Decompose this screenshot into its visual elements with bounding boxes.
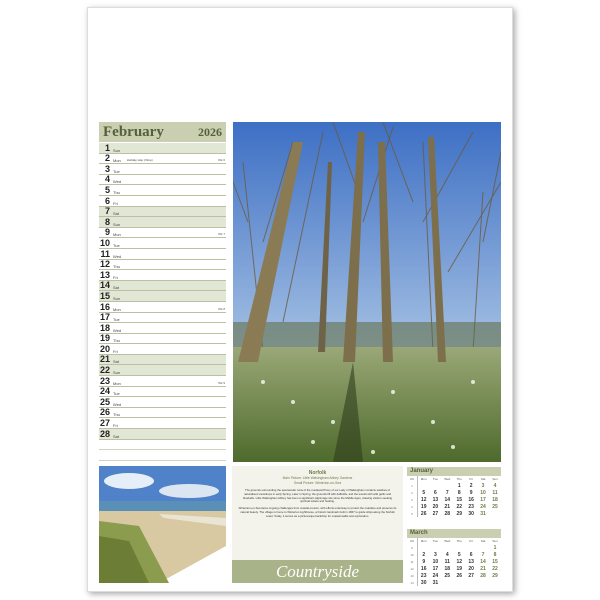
mini-date: 8 — [457, 489, 461, 496]
mini-calendar-march — [407, 529, 501, 586]
day-number: 4 — [104, 174, 110, 185]
day-row — [99, 365, 226, 376]
mini-date: 19 — [420, 503, 427, 510]
mini-date — [453, 544, 465, 551]
week-number: Wk 7 — [218, 232, 225, 237]
mini-calendar-header: Sat — [480, 477, 486, 481]
mini-date — [418, 482, 430, 489]
mini-date: 24 — [480, 503, 486, 510]
small-photo-beach — [99, 466, 226, 583]
day-number: 21 — [99, 354, 110, 365]
day-number: 7 — [104, 206, 110, 217]
weekday-name: Wed — [113, 253, 122, 259]
weekday-name: Thu — [113, 264, 120, 270]
weekday-name: Sun — [113, 370, 121, 376]
mini-date: 27 — [468, 572, 474, 579]
mini-date: 4 — [445, 551, 449, 558]
mini-date: 5 — [457, 551, 461, 558]
day-number: 27 — [99, 418, 110, 429]
mini-date: 17 — [432, 565, 439, 572]
mini-date — [465, 544, 477, 551]
day-number: 26 — [99, 407, 110, 418]
day-row — [99, 270, 226, 281]
mini-date: 13 — [468, 558, 474, 565]
mini-date: 6 — [469, 551, 473, 558]
day-row — [99, 291, 226, 302]
mini-date: 22 — [492, 565, 498, 572]
mini-date: 11 — [492, 489, 498, 496]
mini-calendar-header: Sat — [480, 539, 486, 543]
day-row — [99, 418, 226, 429]
brand-banner — [232, 560, 403, 583]
mini-date: 21 — [480, 565, 486, 572]
mini-calendar-header: Mon — [420, 477, 427, 481]
mini-date: 16 — [468, 496, 474, 503]
mini-week-number: 3 — [407, 496, 418, 503]
mini-calendar-header: Mon — [420, 539, 427, 543]
weekday-name: Mon — [113, 380, 121, 386]
weekday-name: Sun — [113, 147, 121, 153]
weekday-name: Thu — [113, 412, 120, 418]
mini-date: 4 — [493, 482, 497, 489]
day-number: 14 — [99, 280, 110, 291]
mini-date: 6 — [433, 489, 437, 496]
day-number: 1 — [104, 142, 110, 153]
day-row — [99, 397, 226, 408]
mini-date: 26 — [456, 572, 462, 579]
weekday-name: Mon — [113, 306, 121, 312]
day-row — [99, 207, 226, 218]
mini-date: 15 — [456, 496, 462, 503]
weekday-name: Fri — [113, 274, 118, 280]
day-row — [99, 429, 226, 440]
brand-name: Countryside — [275, 561, 360, 581]
day-row — [99, 217, 226, 228]
day-row — [99, 313, 226, 324]
weekday-name: Wed — [113, 179, 122, 185]
day-row — [99, 302, 226, 313]
day-number: 20 — [99, 343, 110, 354]
day-row — [99, 238, 226, 249]
mini-date: 10 — [480, 489, 486, 496]
mini-calendar-title: March — [407, 529, 501, 538]
mini-date: 25 — [492, 503, 498, 510]
day-number: 23 — [99, 375, 110, 386]
mini-week-number: 11 — [407, 558, 418, 565]
description-paragraph-2: Winterton-on-Sea faces ongoing challenges from coastal erosion, with efforts underway to protect the coastline and preserve its natural beauty. The village is home to Winterton Lighthouse, a historic landmark built in 1867 to guide ships along the Norfolk coast. Today, it serves as a picturesque backdrop for coastal walks and exploration. — [238, 506, 397, 518]
day-number: 18 — [99, 322, 110, 333]
weekday-name: Sat — [113, 285, 120, 291]
mini-date: 3 — [481, 482, 485, 489]
day-row — [99, 185, 226, 196]
mini-date: 22 — [456, 503, 462, 510]
mini-calendar-header: Wed — [444, 477, 451, 481]
mini-date: 28 — [480, 572, 486, 579]
day-number: 8 — [104, 216, 110, 227]
day-number: 28 — [99, 428, 110, 439]
weekday-name: Fri — [113, 423, 118, 429]
mini-calendar-header: Sun — [492, 539, 498, 543]
mini-week-number: 14 — [407, 579, 418, 586]
mini-date: 16 — [420, 565, 427, 572]
mini-date: 28 — [444, 510, 451, 517]
mini-date: 2 — [422, 551, 426, 558]
mini-calendar-header: Tue — [432, 477, 438, 481]
mini-week-number: 2 — [407, 489, 418, 496]
mini-date: 3 — [433, 551, 437, 558]
day-row — [99, 175, 226, 186]
mini-week-number: 4 — [407, 503, 418, 510]
mini-date — [465, 579, 477, 586]
region-title: Norfolk — [308, 470, 327, 476]
weekday-name: Mon — [113, 158, 121, 164]
day-number: 25 — [99, 396, 110, 407]
mini-date — [441, 579, 453, 586]
mini-date: 7 — [445, 489, 449, 496]
mini-calendar-header: Fri — [469, 477, 473, 481]
weekday-name: Thu — [113, 189, 120, 195]
mini-date: 10 — [432, 558, 439, 565]
weekday-name: Wed — [113, 327, 122, 333]
day-row — [99, 376, 226, 387]
mini-date: 11 — [444, 558, 450, 565]
mini-date: 17 — [480, 496, 486, 503]
mini-date: 12 — [420, 496, 427, 503]
mini-date: 23 — [468, 503, 474, 510]
mini-calendar-grid — [407, 538, 501, 586]
weekday-name: Tue — [113, 242, 120, 248]
mini-date: 18 — [444, 565, 451, 572]
mini-date: 8 — [493, 551, 497, 558]
month-header — [99, 122, 226, 142]
mini-week-number: 9 — [407, 544, 418, 551]
day-row — [99, 260, 226, 271]
mini-date: 30 — [420, 579, 427, 586]
day-note: Holiday Hop (rhine) — [126, 158, 153, 163]
day-row — [99, 228, 226, 239]
mini-date — [429, 482, 441, 489]
mini-date: 20 — [468, 565, 474, 572]
mini-date: 23 — [420, 572, 427, 579]
mini-date: 18 — [492, 496, 498, 503]
mini-date: 29 — [456, 510, 462, 517]
mini-date — [477, 579, 489, 586]
mini-date: 29 — [492, 572, 498, 579]
main-picture-caption: Main Picture: Little Walsingham Abbey Gardens — [282, 476, 353, 480]
day-number: 15 — [99, 290, 110, 301]
day-number: 6 — [104, 195, 110, 206]
weekday-name: Tue — [113, 391, 120, 397]
weekday-name: Sun — [113, 295, 121, 301]
day-row — [99, 344, 226, 355]
mini-week-number: 12 — [407, 565, 418, 572]
month-name: February — [103, 123, 164, 140]
day-number: 9 — [104, 227, 110, 238]
day-row — [99, 249, 226, 260]
mini-date: 15 — [492, 558, 498, 565]
week-number: Wk 9 — [218, 380, 225, 385]
day-number: 3 — [104, 163, 110, 174]
mini-date: 13 — [432, 496, 439, 503]
weekday-name: Mon — [113, 232, 121, 238]
mini-week-number: 1 — [407, 482, 418, 489]
week-number: Wk 6 — [218, 158, 225, 163]
day-number: 17 — [99, 312, 110, 323]
mini-calendar-header: Thu — [456, 477, 462, 481]
mini-calendar-header: Wk — [407, 476, 418, 482]
day-row — [99, 281, 226, 292]
weekday-name: Sat — [113, 211, 120, 217]
mini-calendar-header: Thu — [456, 539, 462, 543]
mini-date — [441, 482, 453, 489]
day-row — [99, 387, 226, 398]
day-number: 10 — [99, 237, 110, 248]
mini-calendar-title: January — [407, 467, 501, 476]
mini-date — [477, 544, 489, 551]
weekday-name: Sat — [113, 433, 120, 439]
mini-date: 31 — [480, 510, 486, 517]
mini-date: 14 — [444, 496, 451, 503]
day-number: 2 — [104, 153, 110, 164]
day-row — [99, 164, 226, 175]
day-number: 22 — [99, 365, 110, 376]
day-row — [99, 323, 226, 334]
mini-date: 30 — [468, 510, 474, 517]
mini-date: 21 — [444, 503, 451, 510]
mini-date: 9 — [422, 558, 426, 565]
mini-date: 1 — [493, 544, 497, 551]
mini-date: 5 — [422, 489, 426, 496]
day-number: 16 — [99, 301, 110, 312]
mini-calendar-header: Fri — [469, 539, 473, 543]
day-number: 24 — [99, 386, 110, 397]
mini-date — [418, 544, 430, 551]
mini-date: 12 — [456, 558, 462, 565]
main-photo-woodland — [233, 122, 501, 462]
day-number: 19 — [99, 333, 110, 344]
weekday-name: Fri — [113, 348, 118, 354]
mini-date — [453, 579, 465, 586]
week-number: Wk 8 — [218, 306, 225, 311]
weekday-name: Fri — [113, 200, 118, 206]
mini-calendar-header: Sun — [492, 477, 498, 481]
month-year: 2026 — [198, 124, 222, 139]
mini-week-number: 5 — [407, 510, 418, 517]
mini-date: 9 — [469, 489, 473, 496]
day-list — [99, 143, 226, 461]
mini-date: 14 — [480, 558, 486, 565]
weekday-name: Thu — [113, 338, 120, 344]
mini-date: 27 — [432, 510, 439, 517]
mini-date: 25 — [444, 572, 451, 579]
mini-calendar-header: Tue — [432, 539, 438, 543]
day-row — [99, 143, 226, 154]
weekday-name: Sat — [113, 359, 120, 365]
weekday-name: Tue — [113, 317, 120, 323]
mini-date: 24 — [432, 572, 439, 579]
mini-calendar-header: Wk — [407, 538, 418, 544]
blank-row — [99, 450, 226, 461]
mini-calendar-header: Wed — [444, 539, 451, 543]
mini-week-number: 10 — [407, 551, 418, 558]
day-number: 12 — [99, 259, 110, 270]
day-row — [99, 408, 226, 419]
description-paragraph-1: The grounds surrounding the spectacular ruins of the medieval Priory of our Lady of Walsingham contains swathes of naturalised snowdrops in early Spring. Later in Spring, the grounds fill with daffodils, and the woods with wild garlic and bluebells. Little Walsingham Abbey has been a significant pilgrimage site since the Middle Ages, drawing visitors seeking spiritual solace and healing. — [243, 488, 392, 504]
mini-date: 19 — [456, 565, 462, 572]
mini-date: 2 — [469, 482, 473, 489]
weekday-name: Wed — [113, 401, 122, 407]
mini-date: 26 — [420, 510, 427, 517]
day-row — [99, 334, 226, 345]
mini-week-number: 13 — [407, 572, 418, 579]
weekday-name: Tue — [113, 168, 120, 174]
mini-date — [489, 510, 501, 517]
mini-calendar-january — [407, 467, 501, 517]
small-picture-caption: Small Picture: Winterton-on-Sea — [293, 481, 342, 485]
weekday-name: Sun — [113, 221, 121, 227]
mini-date — [489, 579, 501, 586]
mini-date: 20 — [432, 503, 439, 510]
mini-date: 31 — [432, 579, 439, 586]
day-row — [99, 154, 226, 165]
day-number: 5 — [104, 184, 110, 195]
day-row — [99, 196, 226, 207]
mini-date: 7 — [481, 551, 485, 558]
mini-date: 1 — [457, 482, 461, 489]
mini-date — [429, 544, 441, 551]
mini-date — [441, 544, 453, 551]
mini-calendar-grid — [407, 476, 501, 517]
day-row — [99, 355, 226, 366]
blank-row — [99, 440, 226, 451]
day-number: 11 — [100, 248, 110, 259]
day-number: 13 — [99, 269, 110, 280]
